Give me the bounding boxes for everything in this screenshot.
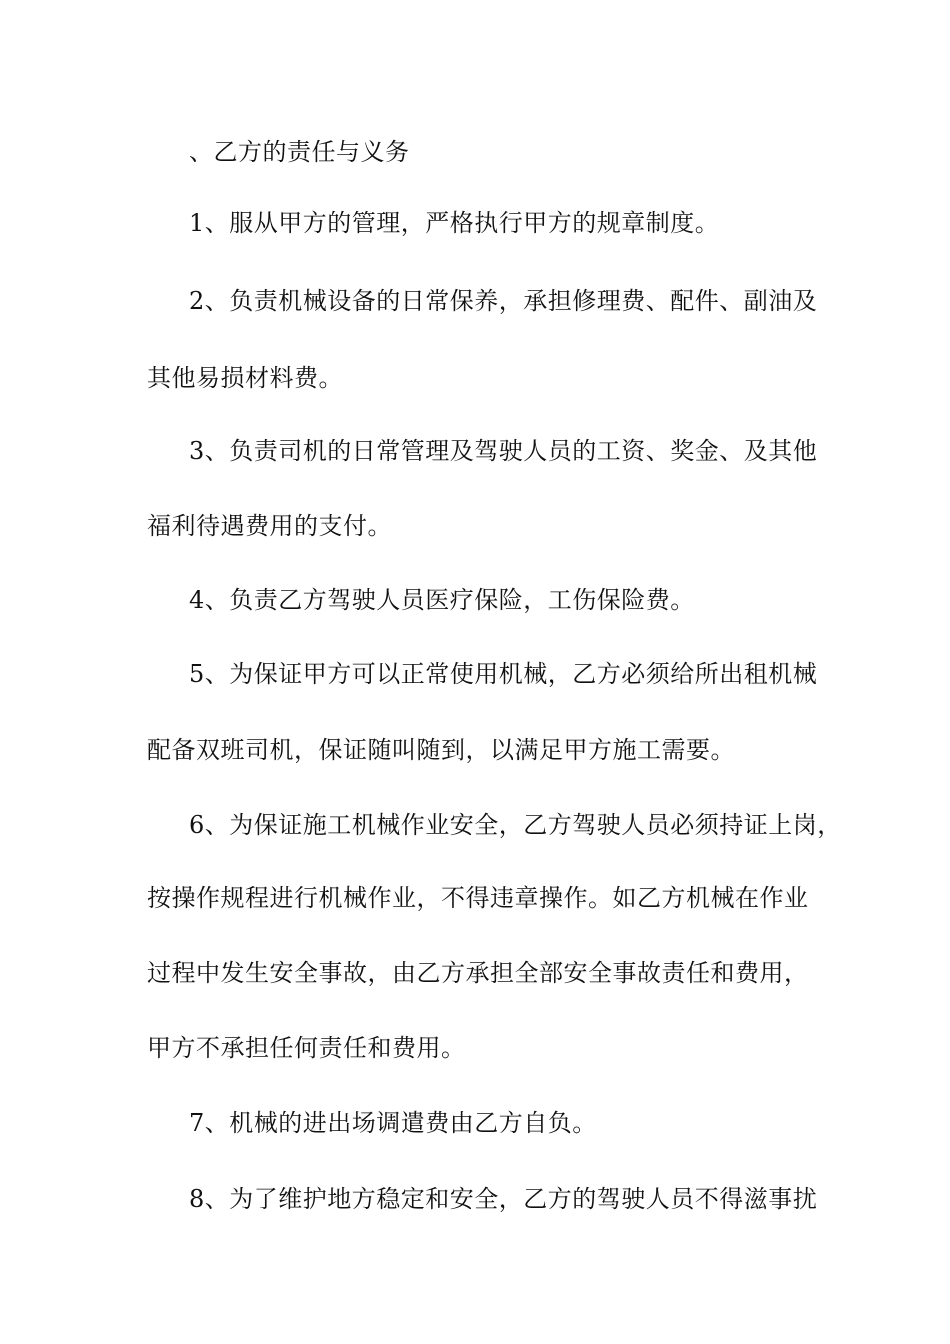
section-heading: 、乙方的责任与义务 — [189, 138, 410, 166]
paragraph-line: 3、负责司机的日常管理及驾驶人员的工资、奖金、及其他 — [189, 437, 818, 465]
paragraph-line: 5、为保证甲方可以正常使用机械，乙方必须给所出租机械 — [189, 660, 818, 688]
paragraph-line: 福利待遇费用的支付。 — [147, 512, 392, 540]
paragraph-line: 按操作规程进行机械作业，不得违章操作。如乙方机械在作业 — [147, 884, 809, 912]
paragraph-line: 1、服从甲方的管理，严格执行甲方的规章制度。 — [189, 209, 720, 237]
paragraph-line: 6、为保证施工机械作业安全，乙方驾驶人员必须持证上岗， — [189, 811, 842, 839]
paragraph-line: 7、机械的进出场调遣费由乙方自负。 — [189, 1109, 597, 1137]
paragraph-line: 其他易损材料费。 — [147, 364, 343, 392]
paragraph-line: 过程中发生安全事故，由乙方承担全部安全事故责任和费用， — [147, 959, 809, 987]
paragraph-line: 甲方不承担任何责任和费用。 — [147, 1034, 466, 1062]
paragraph-line: 4、负责乙方驾驶人员医疗保险，工伤保险费。 — [189, 586, 695, 614]
paragraph-line: 8、为了维护地方稳定和安全，乙方的驾驶人员不得滋事扰 — [189, 1185, 818, 1213]
paragraph-line: 配备双班司机，保证随叫随到，以满足甲方施工需要。 — [147, 736, 735, 764]
paragraph-line: 2、负责机械设备的日常保养，承担修理费、配件、副油及 — [189, 287, 818, 315]
